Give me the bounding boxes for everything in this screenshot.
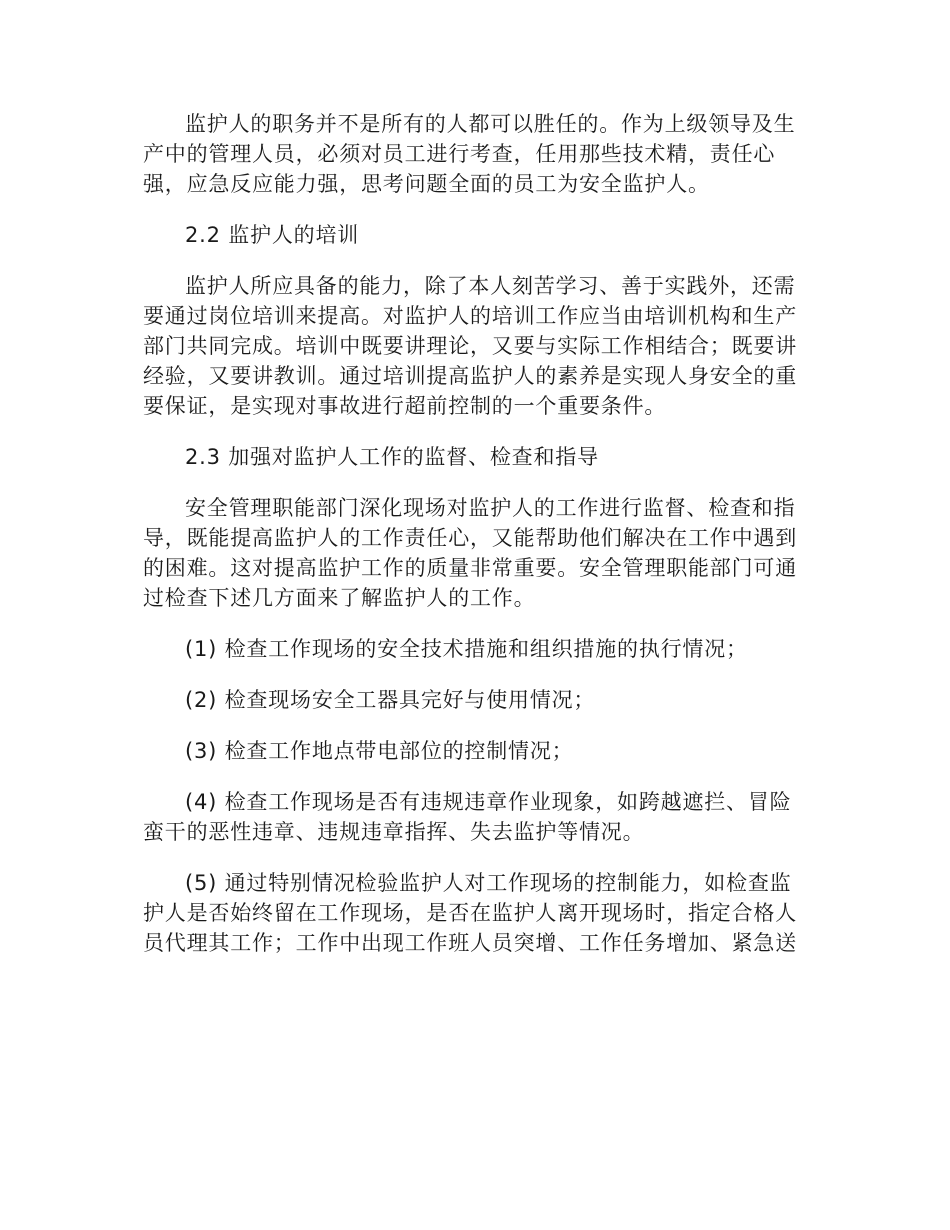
section-heading-2-3: 2.3 加强对监护人工作的监督、检查和指导: [185, 445, 599, 469]
list-item-3: (3) 检查工作地点带电部位的控制情况；: [185, 739, 574, 763]
list-item-5: (5) 通过特别情况检验监护人对工作现场的控制能力，如检查监护人是否始终留在工作现场，是否在监护人离开现场时，指定合格人员代理其工作；工作中出现工作班人员突增、工作任务增加、紧急送: [143, 871, 797, 955]
list-item-4: (4) 检查工作现场是否有违规违章作业现象，如跨越遮拦、冒险蛮干的恶性违章、违规违章指挥、失去监护等情况。: [143, 790, 792, 844]
list-item-1: (1) 检查工作现场的安全技术措施和组织措施的执行情况；: [185, 637, 748, 661]
section-heading-2-2: 2.2 监护人的培训: [185, 223, 360, 247]
list-item-2: (2) 检查现场安全工器具完好与使用情况；: [185, 688, 596, 712]
document-body: [143, 109, 798, 979]
paragraph-supervision-inspection: 安全管理职能部门深化现场对监护人的工作进行监督、检查和指导，既能提高监护人的工作责任心，又能帮助他们解决在工作中遇到的困难。这对提高监护工作的质量非常重要。安全管理职能部门可通过检查下述几方面来了解监护人的工作。: [143, 496, 797, 610]
paragraph-supervisor-qualification: 监护人的职务并不是所有的人都可以胜任的。作为上级领导及生产中的管理人员，必须对员工进行考查，任用那些技术精，责任心强，应急反应能力强，思考问题全面的员工为安全监护人。: [143, 112, 796, 196]
paragraph-supervisor-training: 监护人所应具备的能力，除了本人刻苦学习、善于实践外，还需要通过岗位培训来提高。对监护人的培训工作应当由培训机构和生产部门共同完成。培训中既要讲理论，又要与实际工作相结合；既要讲经验，又要讲教训。通过培训提高监护人的素养是实现人身安全的重要保证，是实现对事故进行超前控制的一个重要条件。: [143, 274, 797, 418]
